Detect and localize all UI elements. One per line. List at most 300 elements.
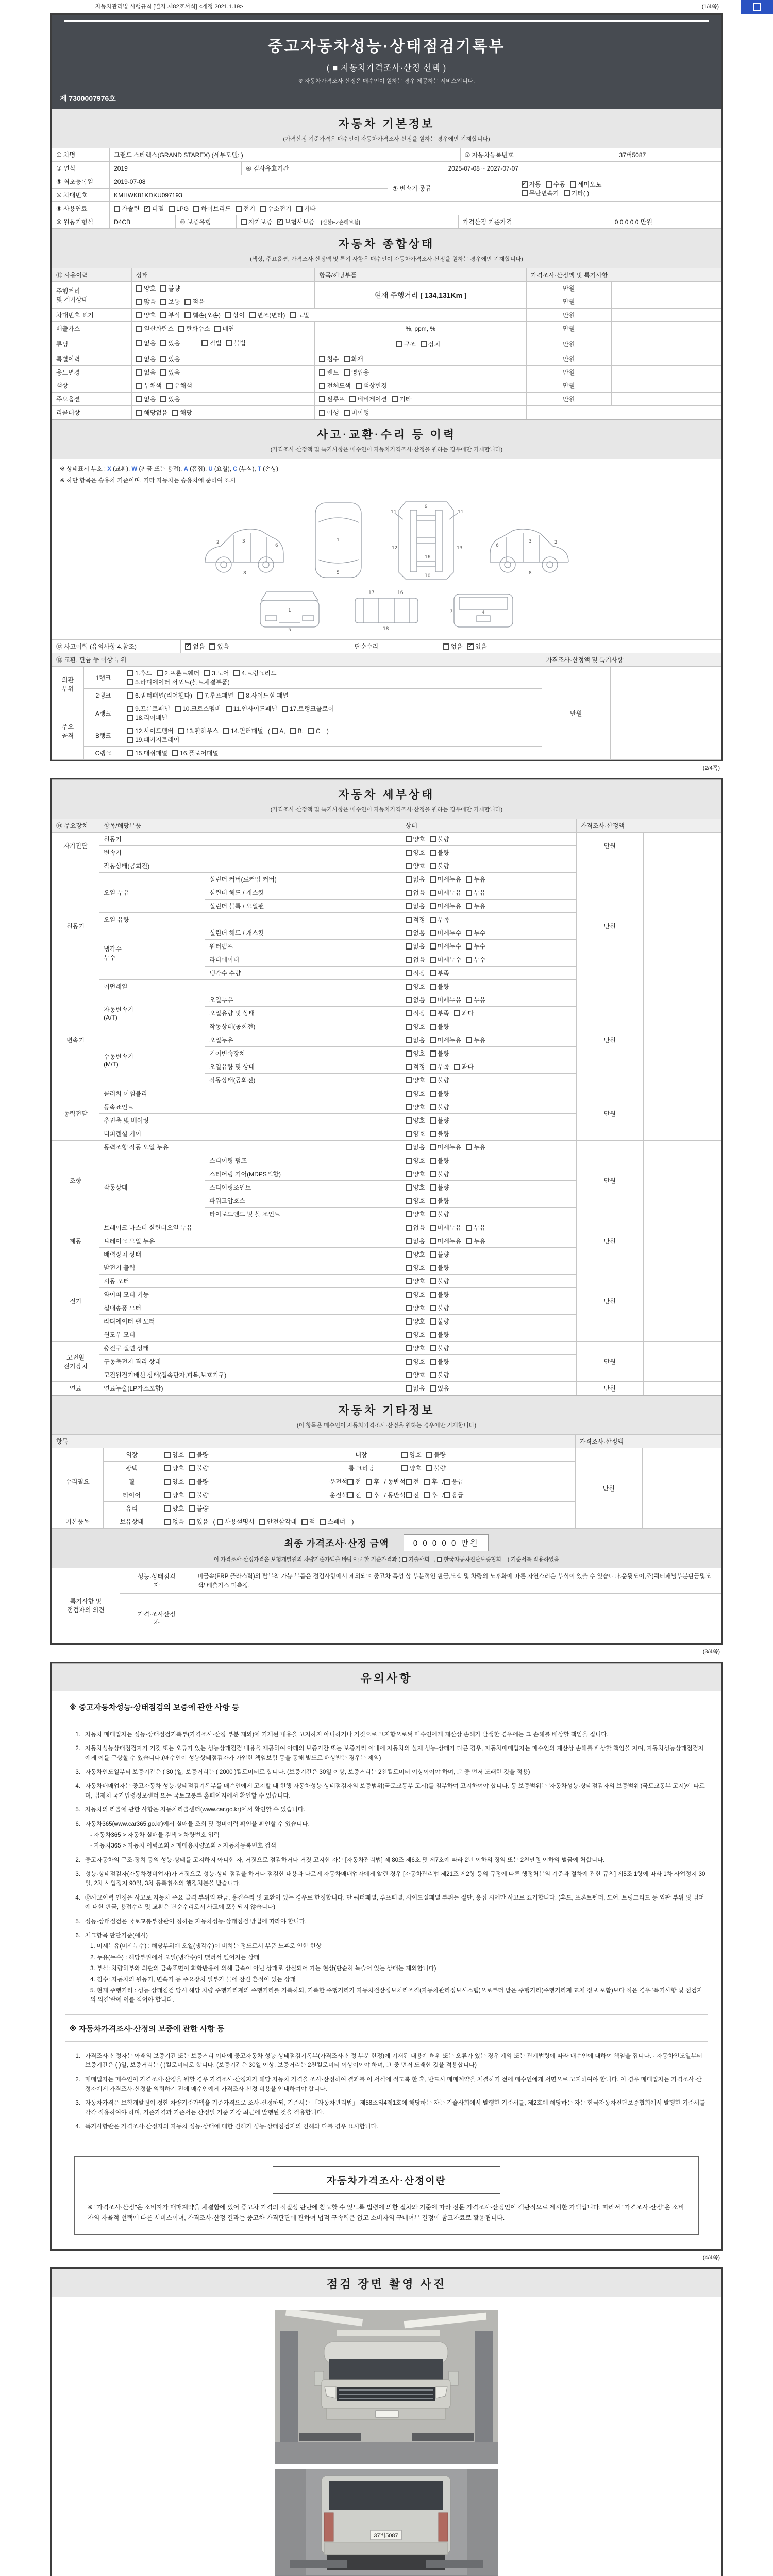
checkbox-option[interactable]: 양호 <box>406 1196 425 1205</box>
checkbox[interactable] <box>430 1318 436 1325</box>
checkbox[interactable] <box>430 930 436 936</box>
checkbox[interactable] <box>164 1505 171 1512</box>
checkbox-option[interactable]: 양호 <box>406 982 425 991</box>
checkbox-option[interactable]: 불량 <box>426 1450 446 1459</box>
checkbox-option[interactable]: 불량 <box>430 1250 449 1259</box>
checkbox[interactable] <box>249 312 256 318</box>
checkbox[interactable] <box>424 1479 430 1485</box>
checkbox-option[interactable]: 불량 <box>430 1370 449 1379</box>
checkbox[interactable] <box>238 692 244 699</box>
checkbox[interactable] <box>406 1238 412 1244</box>
checkbox[interactable] <box>424 1492 430 1498</box>
checkbox[interactable] <box>466 930 472 936</box>
checkbox[interactable] <box>136 369 142 376</box>
checkbox-option[interactable]: 양호 <box>406 1210 425 1218</box>
checkbox-option[interactable]: 미세누유 <box>430 1236 461 1245</box>
checkbox[interactable] <box>319 410 325 416</box>
checkbox-option[interactable]: 양호 <box>164 1504 184 1513</box>
checkbox-option[interactable]: 없음 <box>136 354 156 363</box>
checkbox[interactable] <box>454 1064 460 1070</box>
checkbox[interactable] <box>136 326 142 332</box>
checkbox-option[interactable]: 누유 <box>466 1223 485 1232</box>
checkbox-option[interactable]: 사용설명서 <box>217 1517 255 1526</box>
checkbox-option[interactable]: ✓ 디젤 <box>144 204 164 213</box>
checkbox-option[interactable]: 양호 <box>406 1303 425 1312</box>
checkbox[interactable] <box>319 369 325 376</box>
checkbox[interactable] <box>136 396 142 402</box>
checkbox-option[interactable]: 후 <box>366 1490 380 1499</box>
checkbox-option[interactable]: A, <box>272 727 285 735</box>
checkbox[interactable] <box>406 1345 412 1351</box>
checkbox-option[interactable]: 후 <box>424 1477 438 1486</box>
checkbox-option[interactable]: 없음 <box>406 902 425 910</box>
checkbox[interactable] <box>430 903 436 909</box>
checkbox-option[interactable]: 17.트렁크플로어 <box>282 704 334 713</box>
checkbox[interactable] <box>430 943 436 950</box>
checkbox[interactable] <box>406 1225 412 1231</box>
checkbox-option[interactable]: 양호 <box>401 1464 421 1472</box>
checkbox[interactable] <box>136 312 142 318</box>
checkbox[interactable] <box>160 312 166 318</box>
checkbox[interactable] <box>319 396 325 402</box>
checkbox[interactable] <box>406 1077 412 1083</box>
checkbox-option[interactable]: 불량 <box>430 1263 449 1272</box>
checkbox-option[interactable]: 양호 <box>406 1129 425 1138</box>
checkbox[interactable] <box>241 219 247 225</box>
checkbox[interactable] <box>437 1557 442 1562</box>
checkbox-option[interactable]: 18.리어패널 <box>127 713 167 722</box>
checkbox[interactable] <box>127 737 133 743</box>
checkbox[interactable] <box>430 1050 436 1057</box>
checkbox-option[interactable]: 불량 <box>189 1490 208 1499</box>
checkbox[interactable] <box>260 206 266 212</box>
checkbox[interactable] <box>406 1385 412 1392</box>
checkbox-option[interactable]: 없음 <box>136 368 156 377</box>
checkbox[interactable] <box>430 1158 436 1164</box>
checkbox-option[interactable]: 부족 <box>430 969 449 977</box>
checkbox[interactable] <box>467 643 474 650</box>
checkbox[interactable] <box>466 903 472 909</box>
checkbox[interactable] <box>277 219 283 225</box>
checkbox[interactable] <box>347 1492 354 1498</box>
checkbox-option[interactable]: 누유 <box>466 1236 485 1245</box>
checkbox[interactable] <box>406 850 412 856</box>
checkbox-option[interactable]: 양호 <box>406 1317 425 1326</box>
checkbox-option[interactable]: 13.휠하우스 <box>178 726 219 735</box>
checkbox-option[interactable]: 없음 <box>406 1384 425 1393</box>
checkbox[interactable] <box>347 1479 354 1485</box>
checkbox[interactable] <box>426 1465 432 1471</box>
checkbox-option[interactable]: 양호 <box>406 848 425 857</box>
checkbox[interactable] <box>430 970 436 976</box>
checkbox[interactable] <box>454 1010 460 1016</box>
checkbox[interactable] <box>430 917 436 923</box>
checkbox[interactable] <box>166 383 173 389</box>
checkbox[interactable] <box>421 341 427 347</box>
checkbox-option[interactable]: ✓ 없음 <box>185 642 205 651</box>
checkbox[interactable] <box>430 1198 436 1204</box>
checkbox[interactable] <box>127 670 133 676</box>
checkbox-option[interactable]: 양호 <box>406 1049 425 1058</box>
checkbox[interactable] <box>522 181 528 188</box>
checkbox-option[interactable]: 미세누유 <box>430 1223 461 1232</box>
checkbox[interactable] <box>189 1479 195 1485</box>
checkbox[interactable] <box>127 706 133 712</box>
checkbox[interactable] <box>406 1037 412 1043</box>
checkbox-option[interactable]: 없음 <box>406 928 425 937</box>
checkbox[interactable] <box>406 1318 412 1325</box>
checkbox-option[interactable]: 있음 <box>160 395 180 403</box>
checkbox[interactable] <box>290 728 296 734</box>
checkbox[interactable] <box>466 890 472 896</box>
checkbox[interactable] <box>406 1158 412 1164</box>
checkbox-option[interactable]: 색상변경 <box>356 381 387 390</box>
checkbox-option[interactable]: 불량 <box>430 1022 449 1031</box>
checkbox-option[interactable]: 양호 <box>406 1022 425 1031</box>
checkbox[interactable] <box>127 728 133 734</box>
checkbox-option[interactable]: 없음 <box>406 1036 425 1044</box>
checkbox[interactable] <box>426 1452 432 1458</box>
checkbox-option[interactable]: 양호 <box>406 1344 425 1352</box>
checkbox-option[interactable]: 장치 <box>421 340 440 348</box>
checkbox-option[interactable]: 없음 <box>406 1236 425 1245</box>
checkbox-option[interactable]: 누유 <box>466 902 485 910</box>
checkbox[interactable] <box>406 1292 412 1298</box>
checkbox[interactable] <box>466 1238 472 1244</box>
checkbox-option[interactable]: 14.필러패널 <box>223 726 263 735</box>
checkbox-option[interactable]: 불량 <box>426 1464 446 1472</box>
checkbox-option[interactable]: 양호 <box>164 1477 184 1486</box>
checkbox-option[interactable]: 렌트 <box>319 368 339 377</box>
checkbox[interactable] <box>204 670 210 676</box>
checkbox[interactable] <box>430 1117 436 1124</box>
checkbox[interactable] <box>466 876 472 883</box>
checkbox[interactable] <box>308 728 314 734</box>
checkbox-option[interactable]: 안전삼각대 <box>259 1517 297 1526</box>
checkbox-option[interactable]: 양호 <box>406 1263 425 1272</box>
checkbox-option[interactable]: 후 <box>424 1490 438 1499</box>
checkbox-option[interactable]: 변조(변타) <box>249 311 285 319</box>
checkbox-option[interactable]: 미세누유 <box>430 888 461 897</box>
checkbox-option[interactable]: 미세누유 <box>430 1036 461 1044</box>
checkbox[interactable] <box>301 1519 308 1525</box>
checkbox[interactable] <box>466 1037 472 1043</box>
checkbox[interactable] <box>430 1171 436 1177</box>
checkbox-option[interactable]: 있음 <box>160 354 180 363</box>
checkbox-option[interactable]: C <box>308 727 321 735</box>
checkbox[interactable] <box>406 984 412 990</box>
checkbox[interactable] <box>406 1117 412 1124</box>
checkbox[interactable] <box>226 706 232 712</box>
checkbox-option[interactable]: 불량 <box>430 1317 449 1326</box>
checkbox[interactable] <box>127 692 133 699</box>
checkbox[interactable] <box>406 1332 412 1338</box>
checkbox[interactable] <box>444 1492 450 1498</box>
checkbox[interactable] <box>430 1332 436 1338</box>
checkbox[interactable] <box>430 957 436 963</box>
checkbox[interactable] <box>406 1010 412 1016</box>
checkbox-option[interactable]: 불량 <box>189 1450 208 1459</box>
checkbox-option[interactable]: 1.후드 <box>127 669 152 677</box>
checkbox-option[interactable]: 해당없음 <box>136 408 167 417</box>
checkbox-option[interactable]: 응급 <box>444 1490 463 1499</box>
checkbox[interactable] <box>406 890 412 896</box>
checkbox[interactable] <box>406 1359 412 1365</box>
checkbox[interactable] <box>197 692 203 699</box>
checkbox[interactable] <box>320 1519 326 1525</box>
checkbox[interactable] <box>396 341 402 347</box>
checkbox-option[interactable]: 과다 <box>454 1009 474 1018</box>
checkbox-option[interactable]: 구조 <box>396 340 416 348</box>
checkbox-option[interactable]: 무채색 <box>136 381 162 390</box>
checkbox[interactable] <box>430 1372 436 1378</box>
checkbox[interactable] <box>225 312 231 318</box>
checkbox[interactable] <box>466 997 472 1003</box>
checkbox[interactable] <box>406 1171 412 1177</box>
checkbox[interactable] <box>443 643 449 650</box>
checkbox[interactable] <box>189 1452 195 1458</box>
checkbox-option[interactable]: 15.대쉬패널 <box>127 749 167 757</box>
checkbox[interactable] <box>430 1211 436 1217</box>
checkbox[interactable] <box>160 356 166 362</box>
checkbox-option[interactable]: 6.쿼터패널(리어휀다) <box>127 691 192 700</box>
checkbox[interactable] <box>406 1265 412 1271</box>
checkbox[interactable] <box>406 1198 412 1204</box>
checkbox-option[interactable]: ✓ 있음 <box>467 642 487 651</box>
checkbox-option[interactable]: 기술사회 <box>402 1555 430 1563</box>
checkbox[interactable] <box>172 410 178 416</box>
checkbox-option[interactable]: 불량 <box>430 1170 449 1178</box>
checkbox-option[interactable]: 매연 <box>214 324 234 333</box>
checkbox-option[interactable]: 기타 <box>296 204 316 213</box>
checkbox[interactable] <box>430 1225 436 1231</box>
checkbox[interactable] <box>178 326 184 332</box>
checkbox-option[interactable]: 미세누유 <box>430 875 461 884</box>
checkbox[interactable] <box>296 206 303 212</box>
checkbox[interactable] <box>430 1385 436 1392</box>
checkbox[interactable] <box>406 836 412 842</box>
checkbox-option[interactable]: 양호 <box>401 1450 421 1459</box>
checkbox-option[interactable]: 응급 <box>444 1477 463 1486</box>
checkbox-option[interactable]: 5.라디에이터 서포트(볼트체결부품) <box>127 677 230 686</box>
checkbox-option[interactable]: 무단변속기 <box>522 189 559 197</box>
checkbox[interactable] <box>127 750 133 756</box>
checkbox-option[interactable]: 누유 <box>466 995 485 1004</box>
checkbox-option[interactable]: 많음 <box>136 297 156 306</box>
checkbox-option[interactable]: 기타( ) <box>564 189 590 197</box>
checkbox[interactable] <box>430 836 436 842</box>
checkbox-option[interactable]: 있음 <box>209 642 229 651</box>
checkbox-option[interactable]: 8.사이드실 패널 <box>238 691 289 700</box>
checkbox-option[interactable]: 10.크로스멤버 <box>175 704 221 713</box>
checkbox[interactable] <box>406 863 412 869</box>
checkbox-option[interactable]: 불량 <box>430 835 449 843</box>
checkbox-option[interactable]: 양호 <box>406 1089 425 1098</box>
checkbox-option[interactable]: 불량 <box>430 1357 449 1366</box>
checkbox-option[interactable]: 부족 <box>430 1062 449 1071</box>
checkbox-option[interactable]: 수동 <box>546 180 565 189</box>
checkbox[interactable] <box>466 1225 472 1231</box>
checkbox[interactable] <box>160 396 166 402</box>
checkbox-option[interactable]: 양호 <box>406 1076 425 1084</box>
checkbox[interactable] <box>259 1519 265 1525</box>
checkbox[interactable] <box>290 312 296 318</box>
checkbox-option[interactable]: 한국자동차진단보증협회 <box>437 1555 501 1563</box>
checkbox[interactable] <box>169 206 175 212</box>
checkbox[interactable] <box>144 206 150 212</box>
checkbox[interactable] <box>401 1452 408 1458</box>
checkbox[interactable] <box>466 957 472 963</box>
checkbox[interactable] <box>217 1519 223 1525</box>
checkbox[interactable] <box>406 997 412 1003</box>
checkbox-option[interactable]: 양호 <box>406 1290 425 1299</box>
checkbox-option[interactable]: 적음 <box>184 297 204 306</box>
checkbox[interactable] <box>406 1278 412 1284</box>
checkbox-option[interactable]: 적정 <box>406 915 425 924</box>
checkbox-option[interactable]: 양호 <box>136 311 156 319</box>
checkbox[interactable] <box>193 206 199 212</box>
checkbox-option[interactable]: 전 <box>406 1490 419 1499</box>
checkbox[interactable] <box>406 1024 412 1030</box>
checkbox-option[interactable]: 누수 <box>466 955 485 964</box>
checkbox[interactable] <box>430 863 436 869</box>
checkbox-option[interactable]: 해당 <box>172 408 192 417</box>
checkbox-option[interactable]: 양호 <box>164 1464 184 1472</box>
checkbox[interactable] <box>430 1345 436 1351</box>
checkbox-option[interactable]: 누유 <box>466 888 485 897</box>
checkbox[interactable] <box>136 285 142 292</box>
checkbox-option[interactable]: 상이 <box>225 311 245 319</box>
checkbox-option[interactable]: 없음 <box>136 338 156 347</box>
checkbox-option[interactable]: 기타 <box>392 395 411 403</box>
checkbox-option[interactable]: 불량 <box>430 1156 449 1165</box>
checkbox[interactable] <box>366 1479 372 1485</box>
checkbox-option[interactable]: 스패너 <box>320 1517 345 1526</box>
checkbox-option[interactable]: 2.프론트휀더 <box>157 669 199 677</box>
checkbox[interactable] <box>546 181 552 188</box>
checkbox-option[interactable]: 불량 <box>430 1196 449 1205</box>
checkbox-option[interactable]: 적정 <box>406 969 425 977</box>
checkbox-option[interactable]: 불량 <box>430 1089 449 1098</box>
checkbox-option[interactable]: 탄화수소 <box>178 324 210 333</box>
checkbox[interactable] <box>226 340 232 346</box>
checkbox-option[interactable]: 양호 <box>406 1116 425 1125</box>
checkbox-option[interactable]: 화재 <box>344 354 363 363</box>
checkbox-option[interactable]: 양호 <box>164 1450 184 1459</box>
checkbox[interactable] <box>430 1184 436 1191</box>
checkbox[interactable] <box>319 383 325 389</box>
checkbox-option[interactable]: 양호 <box>406 1250 425 1259</box>
checkbox[interactable] <box>430 984 436 990</box>
checkbox[interactable] <box>430 1359 436 1365</box>
checkbox[interactable] <box>189 1492 195 1498</box>
checkbox-option[interactable]: 7.루프패널 <box>197 691 233 700</box>
checkbox-option[interactable]: 불량 <box>430 1116 449 1125</box>
checkbox-option[interactable]: 불량 <box>430 1290 449 1299</box>
checkbox-option[interactable]: 16.플로어패널 <box>172 749 219 757</box>
checkbox-option[interactable]: 불량 <box>160 284 180 293</box>
checkbox[interactable] <box>127 679 133 685</box>
checkbox-option[interactable]: 불량 <box>430 982 449 991</box>
checkbox-option[interactable]: 불량 <box>189 1504 208 1513</box>
checkbox[interactable] <box>406 1091 412 1097</box>
checkbox-option[interactable]: 유채색 <box>166 381 192 390</box>
checkbox[interactable] <box>160 285 166 292</box>
checkbox[interactable] <box>570 181 576 188</box>
checkbox[interactable] <box>344 369 350 376</box>
checkbox-option[interactable]: 하이브리드 <box>193 204 231 213</box>
checkbox-option[interactable]: 부족 <box>430 915 449 924</box>
checkbox-option[interactable]: 12.사이드멤버 <box>127 726 174 735</box>
checkbox[interactable] <box>430 997 436 1003</box>
checkbox[interactable] <box>282 706 288 712</box>
checkbox[interactable] <box>272 728 278 734</box>
checkbox-option[interactable]: 불량 <box>430 861 449 870</box>
checkbox[interactable] <box>430 1305 436 1311</box>
checkbox-option[interactable]: 미세누수 <box>430 942 461 951</box>
checkbox-option[interactable]: 양호 <box>406 835 425 843</box>
checkbox[interactable] <box>406 1251 412 1258</box>
checkbox[interactable] <box>444 1479 450 1485</box>
checkbox[interactable] <box>406 943 412 950</box>
checkbox[interactable] <box>136 410 142 416</box>
checkbox[interactable] <box>201 340 208 346</box>
checkbox-option[interactable]: 부식 <box>160 311 180 319</box>
checkbox[interactable] <box>319 356 325 362</box>
checkbox-option[interactable]: 양호 <box>406 1330 425 1339</box>
checkbox-option[interactable]: 누유 <box>466 1143 485 1151</box>
checkbox[interactable] <box>430 1131 436 1137</box>
checkbox[interactable] <box>401 1465 408 1471</box>
checkbox-option[interactable]: 미세누유 <box>430 902 461 910</box>
checkbox[interactable] <box>136 340 142 346</box>
checkbox-option[interactable]: 미세누유 <box>430 995 461 1004</box>
checkbox[interactable] <box>430 890 436 896</box>
checkbox-option[interactable]: 침수 <box>319 354 339 363</box>
checkbox-option[interactable]: 4.트렁크리드 <box>233 669 276 677</box>
checkbox[interactable] <box>406 930 412 936</box>
checkbox[interactable] <box>236 206 242 212</box>
checkbox[interactable] <box>189 1519 195 1525</box>
checkbox[interactable] <box>344 356 350 362</box>
checkbox-option[interactable]: 수소전기 <box>260 204 291 213</box>
checkbox-option[interactable]: 불량 <box>430 1076 449 1084</box>
checkbox[interactable] <box>406 917 412 923</box>
checkbox[interactable] <box>406 1064 412 1070</box>
checkbox[interactable] <box>356 383 362 389</box>
checkbox-option[interactable]: 불량 <box>430 1183 449 1192</box>
checkbox[interactable] <box>209 643 215 650</box>
checkbox-option[interactable]: 불법 <box>226 338 246 347</box>
checkbox-option[interactable]: 3.도어 <box>204 669 229 677</box>
checkbox-option[interactable]: 미세누수 <box>430 955 461 964</box>
checkbox[interactable] <box>430 1251 436 1258</box>
checkbox-option[interactable]: 불량 <box>430 1330 449 1339</box>
checkbox-option[interactable]: 양호 <box>164 1490 184 1499</box>
checkbox-option[interactable]: 전 <box>347 1477 361 1486</box>
checkbox[interactable] <box>406 1305 412 1311</box>
checkbox[interactable] <box>430 1104 436 1110</box>
checkbox-option[interactable]: 후 <box>366 1477 380 1486</box>
checkbox[interactable] <box>522 190 528 196</box>
checkbox[interactable] <box>164 1452 171 1458</box>
checkbox[interactable] <box>466 943 472 950</box>
checkbox[interactable] <box>466 1144 472 1150</box>
checkbox-option[interactable]: 있음 <box>430 1384 449 1393</box>
checkbox-option[interactable]: 불량 <box>430 848 449 857</box>
checkbox-option[interactable]: 전 <box>406 1477 419 1486</box>
checkbox-option[interactable]: B, <box>290 727 304 735</box>
